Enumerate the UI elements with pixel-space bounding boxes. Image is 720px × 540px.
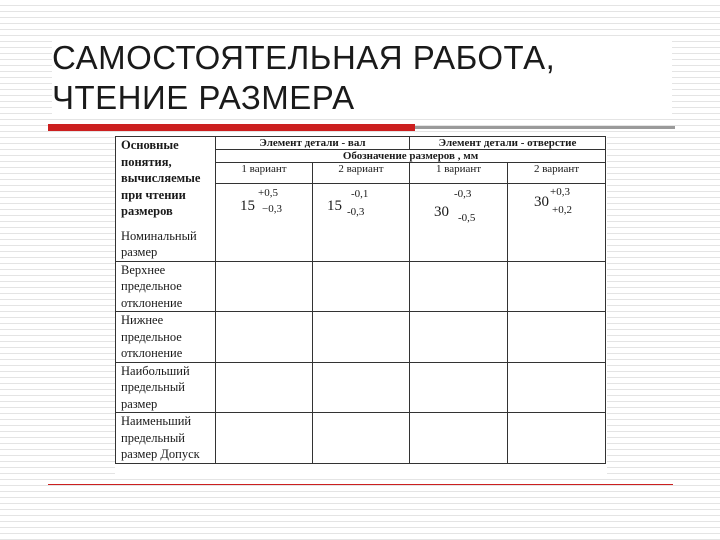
answer-cell[interactable] — [313, 362, 410, 413]
dimension-reading-table — [115, 136, 606, 464]
dimension-lower: +0,2 — [552, 203, 572, 216]
title-divider-line — [415, 126, 675, 129]
dimension-upper: +0,5 — [258, 186, 278, 199]
dimension-hole-1 — [410, 184, 507, 226]
variant-header-shaft-1: 1 вариант — [216, 163, 313, 184]
concepts-header: Основные понятия, вычисляемые при чтении размеров — [121, 138, 201, 218]
dimension-shaft-2 — [313, 184, 409, 226]
dimension-hole-2 — [508, 184, 605, 226]
concepts-header-cell — [116, 137, 216, 262]
dimension-cell-hole-2 — [508, 183, 606, 261]
answer-cell[interactable] — [313, 413, 410, 464]
dimension-upper: -0,1 — [351, 187, 369, 200]
answer-cell[interactable] — [508, 261, 606, 312]
answer-cell[interactable] — [410, 413, 508, 464]
dimension-shaft-1 — [216, 184, 312, 226]
answer-cell[interactable] — [216, 413, 313, 464]
dimension-base: 30 — [534, 193, 550, 210]
dimension-base: 30 — [434, 203, 450, 220]
dimension-upper: -0,3 — [454, 187, 472, 200]
answer-cell[interactable] — [216, 261, 313, 312]
dimension-cell-shaft-1 — [216, 183, 313, 261]
answer-cell[interactable] — [313, 261, 410, 312]
answer-cell[interactable] — [216, 312, 313, 363]
answer-cell[interactable] — [410, 362, 508, 413]
answer-cell[interactable] — [216, 362, 313, 413]
dimension-base: 15 — [240, 197, 255, 214]
answer-cell[interactable] — [508, 413, 606, 464]
row-label-min-size-tolerance: Наименьший предельный размер Допуск — [116, 413, 216, 464]
shaft-header: Элемент детали - вал — [216, 137, 410, 150]
variant-header-hole-1: 1 вариант — [410, 163, 508, 184]
answer-cell[interactable] — [313, 312, 410, 363]
bottom-rule — [48, 484, 673, 485]
variant-header-shaft-2: 2 вариант — [313, 163, 410, 184]
answer-cell[interactable] — [410, 312, 508, 363]
answer-cell[interactable] — [508, 362, 606, 413]
dimension-lower: -0,3 — [347, 205, 365, 218]
slide-title — [52, 38, 672, 118]
row-label-lower-deviation: Нижнее предельное отклонение — [116, 312, 216, 363]
worksheet-image — [115, 136, 607, 478]
dimension-cell-hole-1 — [410, 183, 508, 261]
dimension-base: 15 — [327, 197, 342, 214]
variant-header-hole-2: 2 вариант — [508, 163, 606, 184]
row-label-upper-deviation: Верхнее предельное отклонение — [116, 261, 216, 312]
answer-cell[interactable] — [410, 261, 508, 312]
row-label-nominal: Номинальный размер — [121, 228, 197, 259]
dimension-lower: −0,3 — [262, 202, 282, 215]
dimension-cell-shaft-2 — [313, 183, 410, 261]
slide-title-line-2: ЧТЕНИЕ РАЗМЕРА — [52, 79, 355, 116]
hole-header: Элемент детали - отверстие — [410, 137, 606, 150]
title-accent-bar — [48, 124, 415, 131]
designation-header: Обозначение размеров , мм — [216, 150, 606, 163]
dimension-upper: +0,3 — [550, 185, 570, 198]
dimension-lower: -0,5 — [458, 211, 476, 224]
answer-cell[interactable] — [508, 312, 606, 363]
slide-title-line-1: САМОСТОЯТЕЛЬНАЯ РАБОТА, — [52, 39, 556, 76]
row-label-max-size: Наибольший предельный размер — [116, 362, 216, 413]
